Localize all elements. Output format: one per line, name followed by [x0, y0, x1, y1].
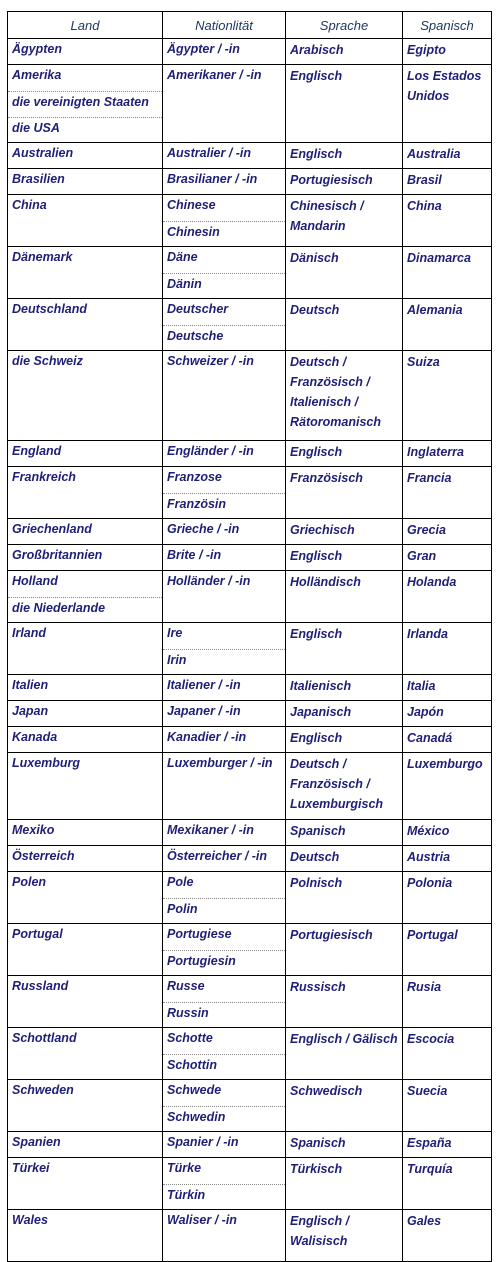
- cell-spanisch: [402, 701, 492, 726]
- cell-sprache: [285, 143, 402, 168]
- cell-land: [7, 675, 162, 700]
- cell-sprache: [285, 441, 402, 466]
- cell-sprache: [285, 701, 402, 726]
- table-body: [7, 39, 492, 1262]
- cell-land: [7, 1132, 162, 1157]
- cell-sprache: [285, 753, 402, 819]
- cell-sprache: [285, 976, 402, 1027]
- nationalitaet-entry: Türke: [167, 1161, 202, 1175]
- land-entry: die USA: [8, 117, 162, 143]
- cell-spanisch: [402, 39, 492, 64]
- cell-nationalitaet: [162, 441, 285, 466]
- land-entry: Holland: [12, 574, 58, 588]
- nationalitaet-entry: Chinese: [167, 198, 216, 212]
- cell-sprache: [285, 675, 402, 700]
- cell-sprache: [285, 820, 402, 845]
- cell-spanisch: [402, 1132, 492, 1157]
- cell-nationalitaet: [162, 467, 285, 518]
- table-header: [7, 11, 492, 39]
- nationalitaet-entry: Pole: [167, 875, 194, 889]
- cell-nationalitaet: [162, 1028, 285, 1079]
- cell-land: [7, 1028, 162, 1079]
- spanisch-value: España: [407, 1136, 452, 1150]
- spanisch-value: Canadá: [407, 731, 453, 745]
- nationalitaet-entry: Schweizer / -in: [167, 354, 254, 368]
- spanisch-value: Grecia: [407, 523, 446, 537]
- cell-spanisch: [402, 623, 492, 674]
- spanisch-value: Alemania: [407, 303, 463, 317]
- nationalitaet-entry: Luxemburger / -in: [167, 756, 273, 770]
- land-entry: Frankreich: [12, 470, 76, 484]
- cell-sprache: [285, 169, 402, 194]
- land-entry: Brasilien: [12, 172, 65, 186]
- spanisch-value: Brasil: [407, 173, 442, 187]
- sprache-value: Englisch: [290, 445, 343, 459]
- cell-sprache: [285, 247, 402, 298]
- cell-spanisch: [402, 247, 492, 298]
- land-entry: Portugal: [12, 927, 63, 941]
- spanisch-value: Luxemburgo: [407, 757, 483, 771]
- nationalitaet-entry: Dänin: [163, 273, 285, 299]
- cell-spanisch: [402, 1080, 492, 1131]
- table-row: [7, 675, 492, 701]
- nationalitaet-entry: Brasilianer / -in: [167, 172, 258, 186]
- cell-land: [7, 753, 162, 819]
- cell-spanisch: [402, 65, 492, 142]
- cell-spanisch: [402, 545, 492, 570]
- cell-land: [7, 571, 162, 622]
- sprache-value: Englisch: [290, 147, 343, 161]
- nationalitaet-entry: Schwedin: [163, 1106, 285, 1132]
- cell-land: [7, 441, 162, 466]
- sprache-value: Englisch / Walisisch: [290, 1214, 350, 1248]
- spanisch-value: Gales: [407, 1214, 442, 1228]
- nationalitaet-entry: Deutscher: [167, 302, 229, 316]
- cell-land: [7, 976, 162, 1027]
- sprache-value: Deutsch: [290, 850, 340, 864]
- cell-nationalitaet: [162, 623, 285, 674]
- cell-land: [7, 247, 162, 298]
- nationalitaet-entry: Grieche / -in: [167, 522, 240, 536]
- cell-nationalitaet: [162, 727, 285, 752]
- table-row: [7, 571, 492, 623]
- cell-spanisch: [402, 924, 492, 975]
- cell-sprache: [285, 351, 402, 440]
- cell-nationalitaet: [162, 820, 285, 845]
- nationalitaet-entry: Däne: [167, 250, 198, 264]
- sprache-value: Englisch: [290, 731, 343, 745]
- land-entry: Schweden: [12, 1083, 74, 1097]
- cell-spanisch: [402, 519, 492, 544]
- cell-sprache: [285, 519, 402, 544]
- cell-land: [7, 1080, 162, 1131]
- cell-sprache: [285, 571, 402, 622]
- sprache-value: Deutsch / Französisch / Italienisch / Rätoromanisch: [290, 355, 381, 429]
- cell-sprache: [285, 1210, 402, 1261]
- nationalitaet-entry: Holländer / -in: [167, 574, 251, 588]
- cell-land: [7, 195, 162, 246]
- cell-nationalitaet: [162, 675, 285, 700]
- table-row: [7, 701, 492, 727]
- table-row: [7, 195, 492, 247]
- sprache-value: Dänisch: [290, 251, 339, 265]
- cell-land: [7, 39, 162, 64]
- cell-land: [7, 727, 162, 752]
- cell-land: [7, 701, 162, 726]
- cell-land: [7, 169, 162, 194]
- spanisch-value: Turquía: [407, 1162, 453, 1176]
- sprache-value: Griechisch: [290, 523, 355, 537]
- cell-spanisch: [402, 467, 492, 518]
- cell-nationalitaet: [162, 872, 285, 923]
- sprache-value: Deutsch: [290, 303, 340, 317]
- cell-land: [7, 820, 162, 845]
- sprache-value: Englisch: [290, 549, 343, 563]
- nationalitaet-entry: Schwede: [167, 1083, 222, 1097]
- sprache-value: Polnisch: [290, 876, 343, 890]
- cell-spanisch: [402, 1210, 492, 1261]
- cell-land: [7, 65, 162, 142]
- table-row: [7, 1028, 492, 1080]
- cell-nationalitaet: [162, 143, 285, 168]
- nationalitaet-entry: Waliser / -in: [167, 1213, 237, 1227]
- cell-sprache: [285, 623, 402, 674]
- nationalitaet-entry: Schotte: [167, 1031, 213, 1045]
- table-row: [7, 519, 492, 545]
- sprache-value: Italienisch: [290, 679, 352, 693]
- cell-spanisch: [402, 727, 492, 752]
- cell-spanisch: [402, 441, 492, 466]
- table-row: [7, 924, 492, 976]
- sprache-value: Englisch: [290, 627, 343, 641]
- sprache-value: Portugiesisch: [290, 173, 373, 187]
- cell-nationalitaet: [162, 571, 285, 622]
- nationalitaet-entry: Japaner / -in: [167, 704, 241, 718]
- cell-land: [7, 467, 162, 518]
- nationalitaet-entry: Ägypter / -in: [167, 42, 240, 56]
- spanisch-value: China: [407, 199, 442, 213]
- cell-spanisch: [402, 143, 492, 168]
- sprache-value: Arabisch: [290, 43, 344, 57]
- cell-sprache: [285, 846, 402, 871]
- cell-land: [7, 519, 162, 544]
- cell-nationalitaet: [162, 1132, 285, 1157]
- sprache-value: Englisch: [290, 69, 343, 83]
- table-row: [7, 39, 492, 65]
- cell-spanisch: [402, 675, 492, 700]
- land-entry: Ägypten: [12, 42, 62, 56]
- spanisch-value: México: [407, 824, 450, 838]
- table-row: [7, 65, 492, 143]
- cell-land: [7, 143, 162, 168]
- table-row: [7, 351, 492, 441]
- nationalitaet-entry: Irin: [163, 649, 285, 675]
- spanisch-value: Los Estados Unidos: [407, 69, 482, 103]
- table-row: [7, 623, 492, 675]
- cell-nationalitaet: [162, 976, 285, 1027]
- spanisch-value: Portugal: [407, 928, 458, 942]
- sprache-value: Spanisch: [290, 1136, 346, 1150]
- cell-nationalitaet: [162, 247, 285, 298]
- land-entry: Mexiko: [12, 823, 55, 837]
- header-sprache: Sprache: [285, 12, 402, 38]
- land-entry: Spanien: [12, 1135, 61, 1149]
- spanisch-value: Suiza: [407, 355, 440, 369]
- sprache-value: Türkisch: [290, 1162, 343, 1176]
- vocabulary-table: [7, 11, 492, 1262]
- land-entry: England: [12, 444, 62, 458]
- header-spanisch: Spanisch: [402, 12, 492, 38]
- cell-nationalitaet: [162, 169, 285, 194]
- land-entry: Luxemburg: [12, 756, 81, 770]
- cell-land: [7, 924, 162, 975]
- cell-spanisch: [402, 299, 492, 350]
- spanisch-value: Francia: [407, 471, 452, 485]
- nationalitaet-entry: Österreicher / -in: [167, 849, 268, 863]
- cell-land: [7, 545, 162, 570]
- nationalitaet-entry: Australier / -in: [167, 146, 252, 160]
- sprache-value: Deutsch / Französisch / Luxemburgisch: [290, 757, 384, 811]
- cell-nationalitaet: [162, 1158, 285, 1209]
- nationalitaet-entry: Mexikaner / -in: [167, 823, 254, 837]
- cell-sprache: [285, 195, 402, 246]
- land-entry: Deutschland: [12, 302, 88, 316]
- header-land: Land: [7, 12, 162, 38]
- cell-sprache: [285, 727, 402, 752]
- cell-land: [7, 623, 162, 674]
- cell-spanisch: [402, 571, 492, 622]
- cell-nationalitaet: [162, 39, 285, 64]
- cell-sprache: [285, 924, 402, 975]
- land-entry: Italien: [12, 678, 49, 692]
- nationalitaet-entry: Engländer / -in: [167, 444, 254, 458]
- table-row: [7, 1158, 492, 1210]
- cell-spanisch: [402, 846, 492, 871]
- nationalitaet-entry: Kanadier / -in: [167, 730, 247, 744]
- spanisch-value: Irlanda: [407, 627, 448, 641]
- table-row: [7, 143, 492, 169]
- spanisch-value: Austria: [407, 850, 451, 864]
- nationalitaet-entry: Ire: [167, 626, 183, 640]
- table-row: [7, 441, 492, 467]
- cell-spanisch: [402, 1028, 492, 1079]
- cell-land: [7, 351, 162, 440]
- cell-spanisch: [402, 1158, 492, 1209]
- nationalitaet-entry: Portugiese: [167, 927, 232, 941]
- spanisch-value: Dinamarca: [407, 251, 471, 265]
- table-row: [7, 1132, 492, 1158]
- cell-nationalitaet: [162, 545, 285, 570]
- cell-land: [7, 1158, 162, 1209]
- sprache-value: Portugiesisch: [290, 928, 373, 942]
- cell-sprache: [285, 872, 402, 923]
- cell-spanisch: [402, 195, 492, 246]
- cell-sprache: [285, 1158, 402, 1209]
- nationalitaet-entry: Chinesin: [163, 221, 285, 247]
- sprache-value: Japanisch: [290, 705, 352, 719]
- land-entry: die vereinigten Staaten: [8, 91, 162, 117]
- spanisch-value: Rusia: [407, 980, 442, 994]
- cell-nationalitaet: [162, 846, 285, 871]
- spanisch-value: Italia: [407, 679, 436, 693]
- sprache-value: Englisch / Gälisch: [290, 1032, 398, 1046]
- spanisch-value: Escocia: [407, 1032, 455, 1046]
- table-row: [7, 1210, 492, 1262]
- land-entry: Amerika: [12, 68, 62, 82]
- table-row: [7, 976, 492, 1028]
- nationalitaet-entry: Brite / -in: [167, 548, 222, 562]
- cell-sprache: [285, 545, 402, 570]
- table-row: [7, 1080, 492, 1132]
- nationalitaet-entry: Russe: [167, 979, 205, 993]
- land-entry: Großbritannien: [12, 548, 103, 562]
- nationalitaet-entry: Deutsche: [163, 325, 285, 351]
- cell-spanisch: [402, 351, 492, 440]
- land-entry: Schottland: [12, 1031, 77, 1045]
- spanisch-value: Egipto: [407, 43, 446, 57]
- cell-sprache: [285, 1132, 402, 1157]
- land-entry: Griechenland: [12, 522, 92, 536]
- land-entry: Kanada: [12, 730, 58, 744]
- cell-sprache: [285, 1080, 402, 1131]
- nationalitaet-entry: Türkin: [163, 1184, 285, 1210]
- table-row: [7, 820, 492, 846]
- land-entry: Türkei: [12, 1161, 50, 1175]
- cell-nationalitaet: [162, 519, 285, 544]
- land-entry: Polen: [12, 875, 47, 889]
- spanisch-value: Australia: [407, 147, 461, 161]
- table-row: [7, 727, 492, 753]
- nationalitaet-entry: Spanier / -in: [167, 1135, 239, 1149]
- cell-nationalitaet: [162, 1080, 285, 1131]
- land-entry: die Schweiz: [12, 354, 83, 368]
- sprache-value: Holländisch: [290, 575, 361, 589]
- cell-spanisch: [402, 753, 492, 819]
- spanisch-value: Inglaterra: [407, 445, 464, 459]
- cell-nationalitaet: [162, 195, 285, 246]
- cell-nationalitaet: [162, 351, 285, 440]
- land-entry: die Niederlande: [8, 597, 162, 623]
- table-row: [7, 545, 492, 571]
- table-row: [7, 872, 492, 924]
- cell-spanisch: [402, 169, 492, 194]
- cell-land: [7, 1210, 162, 1261]
- table-row: [7, 467, 492, 519]
- cell-nationalitaet: [162, 299, 285, 350]
- cell-sprache: [285, 65, 402, 142]
- sprache-value: Schwedisch: [290, 1084, 363, 1098]
- land-entry: China: [12, 198, 47, 212]
- spanisch-value: Polonia: [407, 876, 453, 890]
- spanisch-value: Suecia: [407, 1084, 448, 1098]
- sprache-value: Spanisch: [290, 824, 346, 838]
- nationalitaet-entry: Französin: [163, 493, 285, 519]
- land-entry: Australien: [12, 146, 74, 160]
- nationalitaet-entry: Polin: [163, 898, 285, 924]
- cell-sprache: [285, 299, 402, 350]
- nationalitaet-entry: Russin: [163, 1002, 285, 1028]
- sprache-value: Französisch: [290, 471, 363, 485]
- cell-spanisch: [402, 872, 492, 923]
- cell-land: [7, 846, 162, 871]
- cell-spanisch: [402, 976, 492, 1027]
- table-row: [7, 299, 492, 351]
- table-row: [7, 753, 492, 820]
- land-entry: Österreich: [12, 849, 75, 863]
- land-entry: Japan: [12, 704, 49, 718]
- nationalitaet-entry: Schottin: [163, 1054, 285, 1080]
- header-nationalitaet: Nationlität: [162, 12, 285, 38]
- cell-sprache: [285, 467, 402, 518]
- table-row: [7, 846, 492, 872]
- cell-sprache: [285, 1028, 402, 1079]
- cell-land: [7, 299, 162, 350]
- sprache-value: Chinesisch / Mandarin: [290, 199, 364, 233]
- spanisch-value: Gran: [407, 549, 437, 563]
- land-entry: Irland: [12, 626, 47, 640]
- cell-nationalitaet: [162, 924, 285, 975]
- table-row: [7, 247, 492, 299]
- nationalitaet-entry: Italiener / -in: [167, 678, 241, 692]
- cell-nationalitaet: [162, 753, 285, 819]
- cell-land: [7, 872, 162, 923]
- cell-nationalitaet: [162, 65, 285, 142]
- nationalitaet-entry: Portugiesin: [163, 950, 285, 976]
- table-row: [7, 169, 492, 195]
- land-entry: Russland: [12, 979, 69, 993]
- cell-nationalitaet: [162, 701, 285, 726]
- spanisch-value: Holanda: [407, 575, 457, 589]
- cell-spanisch: [402, 820, 492, 845]
- nationalitaet-entry: Franzose: [167, 470, 222, 484]
- land-entry: Wales: [12, 1213, 48, 1227]
- cell-sprache: [285, 39, 402, 64]
- nationalitaet-entry: Amerikaner / -in: [167, 68, 262, 82]
- sprache-value: Russisch: [290, 980, 346, 994]
- land-entry: Dänemark: [12, 250, 73, 264]
- cell-nationalitaet: [162, 1210, 285, 1261]
- spanisch-value: Japón: [407, 705, 444, 719]
